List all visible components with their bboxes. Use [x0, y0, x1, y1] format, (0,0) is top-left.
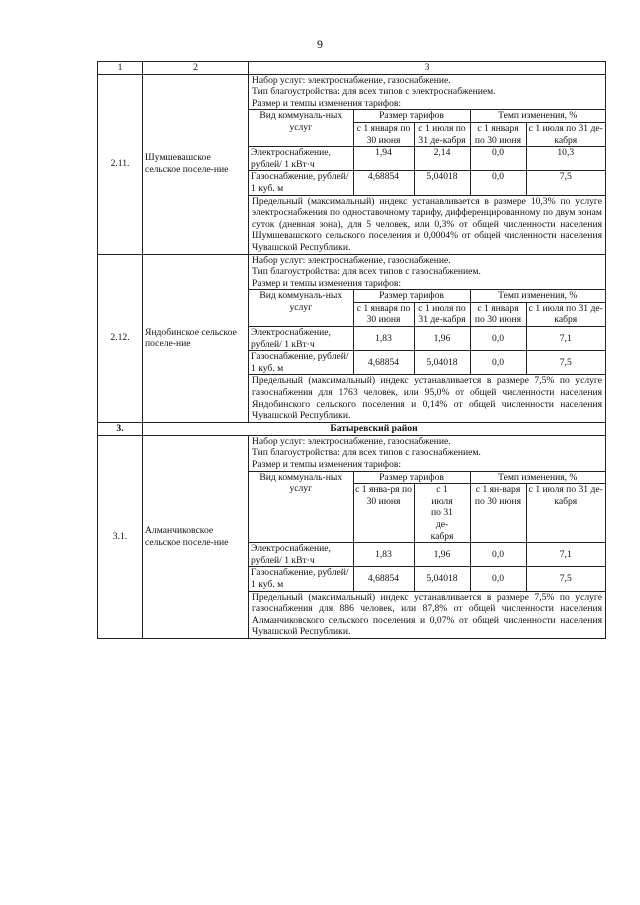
type-line: Тип благоустройства: для всех типов с газоснабжением.	[252, 266, 481, 278]
size-jan-header: с 1 янва-ря по 30 июня	[353, 484, 414, 543]
tariff-tempo-header: Темп изменения, %	[470, 290, 605, 303]
tariff-title: Размер и темпы изменения тарифов:	[252, 459, 402, 470]
tempo-jan-header: с 1 ян-варя по 30 июня	[470, 484, 526, 543]
header-col-3: 3	[249, 62, 606, 75]
index-note: Предельный (максимальный) индекс устанавливается в размере 10,3% по услуге электроснабжения по одноставочному тарифу, дифференцированному по двум зонам суток (дневная зона), для 5 человек, или 0,3% от общей численности населения Шумшевашского сельского поселения и 0,0004% от общей численности населения Чувашской Республики.	[252, 195, 602, 253]
size-jul-header: с 1 июля по 31 де-кабря	[414, 302, 470, 326]
tempo-jul-header: с 1 июля по 31 де-кабря	[526, 122, 605, 146]
service-type-header: Вид коммуналь-ных услуг	[249, 471, 353, 543]
settlement-name: Шумшевашское сельское поселе-ние	[143, 74, 249, 254]
type-line: Тип благоустройства: для всех типов с газоснабжением.	[252, 447, 481, 459]
row-details	[249, 254, 606, 422]
tempo-jan-header: с 1 января по 30 июня	[470, 122, 526, 146]
index-note: Предельный (максимальный) индекс устанавливается в размере 7,5% по услуге газоснабжения для 886 человек, или 87,8% от общей численности населения Алманчиковского сельского поселения и 0,07% от общей численности населения Чувашской Республики.	[252, 591, 602, 638]
gas-label: Газоснабжение, рублей/ 1 куб. м	[249, 351, 353, 375]
table-row	[98, 254, 606, 422]
gas-jan: 4,68854	[353, 171, 414, 195]
tempo-jul-header: с 1 июля по 31 де-кабря	[526, 302, 605, 326]
tariff-subtable	[249, 471, 605, 592]
page-number: 9	[317, 37, 323, 51]
tariff-subtable	[249, 109, 605, 195]
size-jul-header: с 1 июля по 31 де-кабря	[414, 484, 470, 543]
section-number: 3.	[98, 422, 143, 435]
tariff-title: Размер и темпы изменения тарифов:	[252, 277, 402, 289]
electricity-jan: 1,83	[353, 327, 414, 351]
electricity-label: Электроснабжение, рублей/ 1 кВт·ч	[249, 327, 353, 351]
tempo-jul-header: с 1 июля по 31 де-кабря	[526, 484, 605, 543]
row-details	[249, 435, 606, 638]
electricity-jul: 1,96	[414, 327, 470, 351]
tariff-size-header: Размер тарифов	[353, 110, 470, 123]
electricity-tempo-jan: 0,0	[470, 147, 526, 171]
section-title: Батыревский район	[143, 422, 606, 435]
gas-jul: 5,04018	[414, 171, 470, 195]
electricity-tempo-jul: 7,1	[526, 543, 605, 567]
electricity-jul: 1,96	[414, 543, 470, 567]
electricity-jan: 1,83	[353, 543, 414, 567]
tariff-tempo-header: Темп изменения, %	[470, 471, 605, 484]
tariff-table	[97, 61, 606, 639]
gas-tempo-jul: 7,5	[526, 171, 605, 195]
gas-jul: 5,04018	[414, 567, 470, 591]
services-line: Набор услуг: электроснабжение, газоснабжение.	[252, 435, 451, 447]
row-number: 2.11.	[98, 74, 143, 254]
services-line: Набор услуг: электроснабжение, газоснабжение.	[252, 254, 451, 266]
gas-tempo-jul: 7,5	[526, 351, 605, 375]
section-row	[98, 422, 606, 435]
service-type-header: Вид коммуналь-ных услуг	[249, 110, 353, 147]
size-jan-header: с 1 января по 30 июня	[353, 302, 414, 326]
electricity-tempo-jul: 10,3	[526, 147, 605, 171]
row-details	[249, 74, 606, 254]
tariff-tempo-header: Темп изменения, %	[470, 110, 605, 123]
service-type-header: Вид коммуналь-ных услуг	[249, 290, 353, 327]
table-header-row	[98, 62, 606, 75]
row-number: 2.12.	[98, 254, 143, 422]
electricity-jul: 2,14	[414, 147, 470, 171]
electricity-tempo-jul: 7,1	[526, 327, 605, 351]
table-row	[98, 435, 606, 638]
gas-tempo-jan: 0,0	[470, 567, 526, 591]
gas-tempo-jan: 0,0	[470, 171, 526, 195]
header-col-2: 2	[143, 62, 249, 75]
electricity-tempo-jan: 0,0	[470, 327, 526, 351]
gas-label: Газоснабжение, рублей/ 1 куб. м	[249, 171, 353, 195]
type-line: Тип благоустройства: для всех типов с электроснабжением.	[252, 86, 496, 98]
header-col-1: 1	[98, 62, 143, 75]
gas-tempo-jan: 0,0	[470, 351, 526, 375]
gas-jul: 5,04018	[414, 351, 470, 375]
electricity-label: Электроснабжение, рублей/ 1 кВт·ч	[249, 543, 353, 567]
tempo-jan-header: с 1 января по 30 июня	[470, 302, 526, 326]
tariff-size-header: Размер тарифов	[353, 471, 470, 484]
gas-jan: 4,68854	[353, 567, 414, 591]
gas-label: Газоснабжение, рублей/ 1 куб. м	[249, 567, 353, 591]
size-jul-header: с 1 июля по 31 де-кабря	[414, 122, 470, 146]
electricity-label: Электроснабжение, рублей/ 1 кВт·ч	[249, 147, 353, 171]
tariff-title: Размер и темпы изменения тарифов:	[252, 97, 402, 109]
size-jan-header: с 1 января по 30 июня	[353, 122, 414, 146]
services-line: Набор услуг: электроснабжение, газоснабжение.	[252, 74, 451, 86]
settlement-name: Алманчиковское сельское поселе-ние	[143, 435, 249, 638]
electricity-jan: 1,94	[353, 147, 414, 171]
row-number: 3.1.	[98, 435, 143, 638]
index-note: Предельный (максимальный) индекс устанавливается в размере 7,5% по услуге газоснабжения для 1763 человек, или 95,0% от общей численности населения Яндобинского сельского поселения и 0,14% от общей численности населения Чувашской Республики.	[252, 375, 602, 422]
settlement-name: Яндобинское сельское поселе-ние	[143, 254, 249, 422]
table-row	[98, 74, 606, 254]
gas-jan: 4,68854	[353, 351, 414, 375]
tariff-size-header: Размер тарифов	[353, 290, 470, 303]
tariff-subtable	[249, 289, 605, 375]
gas-tempo-jul: 7,5	[526, 567, 605, 591]
electricity-tempo-jan: 0,0	[470, 543, 526, 567]
